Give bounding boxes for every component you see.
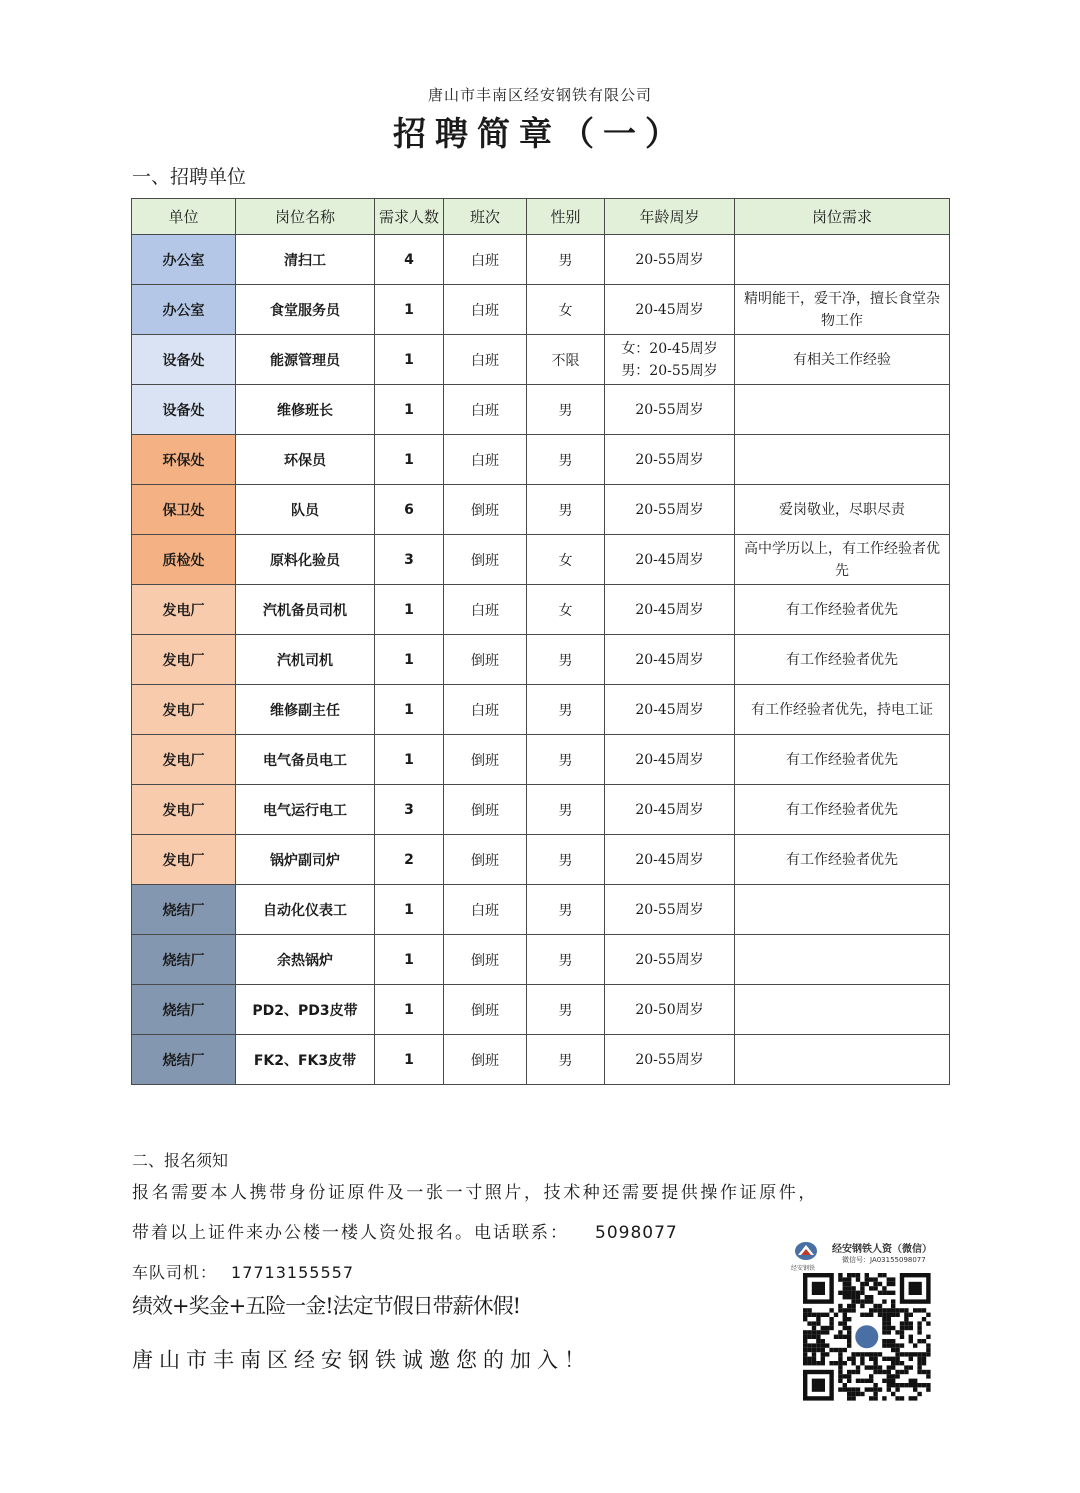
header-shift: 班次	[444, 199, 527, 235]
position-cell: 维修副主任	[236, 685, 375, 735]
position-cell: 电气运行电工	[236, 785, 375, 835]
age-cell: 20-45周岁	[605, 785, 735, 835]
gender-cell: 不限	[527, 335, 605, 385]
unit-cell: 设备处	[132, 335, 236, 385]
count-cell: 2	[375, 835, 444, 885]
company-name: 唐山市丰南区经安钢铁有限公司	[427, 86, 652, 104]
position-cell: 环保员	[236, 435, 375, 485]
gender-cell: 男	[527, 735, 605, 785]
shift-cell: 倒班	[444, 835, 527, 885]
shift-cell: 倒班	[444, 535, 527, 585]
unit-cell: 办公室	[132, 285, 236, 335]
gender-cell: 男	[527, 485, 605, 535]
table-row	[132, 585, 950, 635]
table-row	[132, 535, 950, 585]
gender-cell: 男	[527, 785, 605, 835]
table-row	[132, 1035, 950, 1085]
count-cell: 1	[375, 935, 444, 985]
count-cell: 1	[375, 585, 444, 635]
driver-phone: 17713155557	[231, 1263, 354, 1282]
unit-cell: 发电厂	[132, 835, 236, 885]
driver-label: 车队司机：	[132, 1263, 218, 1282]
position-cell: 锅炉副司炉	[236, 835, 375, 885]
gender-cell: 女	[527, 285, 605, 335]
section-heading-units: 一、招聘单位	[132, 166, 247, 188]
table-row	[132, 785, 950, 835]
age-cell: 20-55周岁	[605, 935, 735, 985]
count-cell: 1	[375, 635, 444, 685]
requirement-cell	[735, 385, 950, 435]
age-cell: 20-55周岁	[605, 385, 735, 435]
position-cell: FK2、FK3皮带	[236, 1035, 375, 1085]
table-row	[132, 435, 950, 485]
unit-cell: 烧结厂	[132, 935, 236, 985]
unit-cell: 发电厂	[132, 685, 236, 735]
table-row	[132, 235, 950, 285]
header-position: 岗位名称	[236, 199, 375, 235]
requirement-cell	[735, 435, 950, 485]
unit-cell: 发电厂	[132, 735, 236, 785]
unit-cell: 设备处	[132, 385, 236, 435]
requirement-cell: 有工作经验者优先	[735, 835, 950, 885]
age-cell: 20-55周岁	[605, 885, 735, 935]
requirement-cell: 有工作经验者优先，持电工证	[735, 685, 950, 735]
unit-cell: 环保处	[132, 435, 236, 485]
unit-cell: 发电厂	[132, 635, 236, 685]
gender-cell: 男	[527, 1035, 605, 1085]
contact-label: 带着以上证件来办公楼一楼人资处报名。电话联系：	[132, 1223, 569, 1243]
header-requirement: 岗位需求	[735, 199, 950, 235]
position-cell: 电气备员电工	[236, 735, 375, 785]
notice-line-driver	[132, 1260, 354, 1283]
position-cell: 汽机司机	[236, 635, 375, 685]
gender-cell: 男	[527, 835, 605, 885]
shift-cell: 白班	[444, 885, 527, 935]
unit-cell: 发电厂	[132, 585, 236, 635]
table-row	[132, 885, 950, 935]
age-cell: 20-45周岁	[605, 635, 735, 685]
notice-line-contact	[132, 1218, 678, 1243]
requirement-cell: 有工作经验者优先	[735, 785, 950, 835]
benefits-text: 绩效+奖金+五险一金!法定节假日带薪休假!	[132, 1294, 521, 1318]
position-cell: 能源管理员	[236, 335, 375, 385]
shift-cell: 倒班	[444, 985, 527, 1035]
count-cell: 3	[375, 535, 444, 585]
count-cell: 1	[375, 985, 444, 1035]
page-title: 招聘简章（一）	[393, 114, 687, 153]
requirement-cell: 有工作经验者优先	[735, 735, 950, 785]
age-cell: 20-55周岁	[605, 435, 735, 485]
wechat-qr-card	[780, 1236, 950, 1408]
section-heading-notice: 二、报名须知	[132, 1151, 229, 1170]
age-cell: 女：20-45周岁 男：20-55周岁	[605, 335, 735, 385]
shift-cell: 白班	[444, 685, 527, 735]
requirement-cell: 爱岗敬业，尽职尽责	[735, 485, 950, 535]
position-cell: 清扫工	[236, 235, 375, 285]
requirement-cell: 有工作经验者优先	[735, 585, 950, 635]
requirement-cell: 有相关工作经验	[735, 335, 950, 385]
gender-cell: 男	[527, 885, 605, 935]
unit-cell: 办公室	[132, 235, 236, 285]
table-body	[132, 235, 950, 1085]
count-cell: 1	[375, 735, 444, 785]
shift-cell: 白班	[444, 235, 527, 285]
table-row	[132, 285, 950, 335]
count-cell: 1	[375, 1035, 444, 1085]
gender-cell: 女	[527, 585, 605, 635]
count-cell: 1	[375, 885, 444, 935]
shift-cell: 倒班	[444, 735, 527, 785]
qr-header	[780, 1236, 950, 1272]
header-age: 年龄周岁	[605, 199, 735, 235]
count-cell: 1	[375, 335, 444, 385]
requirement-cell	[735, 1035, 950, 1085]
age-cell: 20-45周岁	[605, 735, 735, 785]
header-gender: 性别	[527, 199, 605, 235]
requirement-cell: 有工作经验者优先	[735, 635, 950, 685]
shift-cell: 白班	[444, 385, 527, 435]
requirement-cell: 高中学历以上，有工作经验者优先	[735, 535, 950, 585]
gender-cell: 男	[527, 935, 605, 985]
header-unit: 单位	[132, 199, 236, 235]
unit-cell: 烧结厂	[132, 985, 236, 1035]
shift-cell: 倒班	[444, 935, 527, 985]
gender-cell: 男	[527, 385, 605, 435]
unit-cell: 烧结厂	[132, 1035, 236, 1085]
unit-cell: 保卫处	[132, 485, 236, 535]
count-cell: 6	[375, 485, 444, 535]
shift-cell: 倒班	[444, 1035, 527, 1085]
office-phone: 5098077	[595, 1223, 678, 1243]
count-cell: 3	[375, 785, 444, 835]
gender-cell: 男	[527, 685, 605, 735]
shift-cell: 白班	[444, 285, 527, 335]
shift-cell: 白班	[444, 335, 527, 385]
recruitment-table	[131, 198, 950, 1085]
unit-cell: 质检处	[132, 535, 236, 585]
gender-cell: 男	[527, 635, 605, 685]
position-cell: 自动化仪表工	[236, 885, 375, 935]
qr-wechat-id: 微信号：JA03155098077	[842, 1256, 926, 1264]
count-cell: 1	[375, 435, 444, 485]
age-cell: 20-45周岁	[605, 835, 735, 885]
count-cell: 1	[375, 385, 444, 435]
table-row	[132, 485, 950, 535]
position-cell: 维修班长	[236, 385, 375, 435]
table-row	[132, 685, 950, 735]
count-cell: 1	[375, 285, 444, 335]
age-cell: 20-45周岁	[605, 535, 735, 585]
qr-code-icon[interactable]	[792, 1272, 942, 1402]
table-row	[132, 635, 950, 685]
header-count: 需求人数	[375, 199, 444, 235]
count-cell: 1	[375, 685, 444, 735]
shift-cell: 白班	[444, 435, 527, 485]
age-cell: 20-45周岁	[605, 585, 735, 635]
table-row	[132, 335, 950, 385]
position-cell: 原料化验员	[236, 535, 375, 585]
shift-cell: 倒班	[444, 485, 527, 535]
count-cell: 4	[375, 235, 444, 285]
gender-cell: 男	[527, 435, 605, 485]
shift-cell: 倒班	[444, 785, 527, 835]
table-row	[132, 985, 950, 1035]
age-cell: 20-50周岁	[605, 985, 735, 1035]
qr-brand-text: 经安钢铁	[791, 1265, 816, 1272]
unit-cell: 烧结厂	[132, 885, 236, 935]
requirement-cell	[735, 235, 950, 285]
position-cell: 余热锅炉	[236, 935, 375, 985]
gender-cell: 男	[527, 985, 605, 1035]
position-cell: 汽机备员司机	[236, 585, 375, 635]
age-cell: 20-55周岁	[605, 235, 735, 285]
shift-cell: 倒班	[444, 635, 527, 685]
requirement-cell	[735, 935, 950, 985]
invitation-text: 唐山市丰南区经安钢铁诚邀您的加入！	[132, 1348, 591, 1372]
gender-cell: 男	[527, 235, 605, 285]
notice-line-documents: 报名需要本人携带身份证原件及一张一寸照片，技术种还需要提供操作证原件，	[132, 1183, 818, 1203]
unit-cell: 发电厂	[132, 785, 236, 835]
position-cell: 队员	[236, 485, 375, 535]
age-cell: 20-55周岁	[605, 485, 735, 535]
requirement-cell	[735, 885, 950, 935]
requirement-cell	[735, 985, 950, 1035]
age-cell: 20-45周岁	[605, 285, 735, 335]
table-row	[132, 385, 950, 435]
requirement-cell: 精明能干，爱干净，擅长食堂杂物工作	[735, 285, 950, 335]
table-header-row	[132, 199, 950, 235]
table-row	[132, 935, 950, 985]
gender-cell: 女	[527, 535, 605, 585]
age-cell: 20-45周岁	[605, 685, 735, 735]
position-cell: PD2、PD3皮带	[236, 985, 375, 1035]
position-cell: 食堂服务员	[236, 285, 375, 335]
qr-account-name: 经安钢铁人资（微信）	[832, 1244, 932, 1255]
age-cell: 20-55周岁	[605, 1035, 735, 1085]
table-row	[132, 835, 950, 885]
shift-cell: 白班	[444, 585, 527, 635]
table-row	[132, 735, 950, 785]
